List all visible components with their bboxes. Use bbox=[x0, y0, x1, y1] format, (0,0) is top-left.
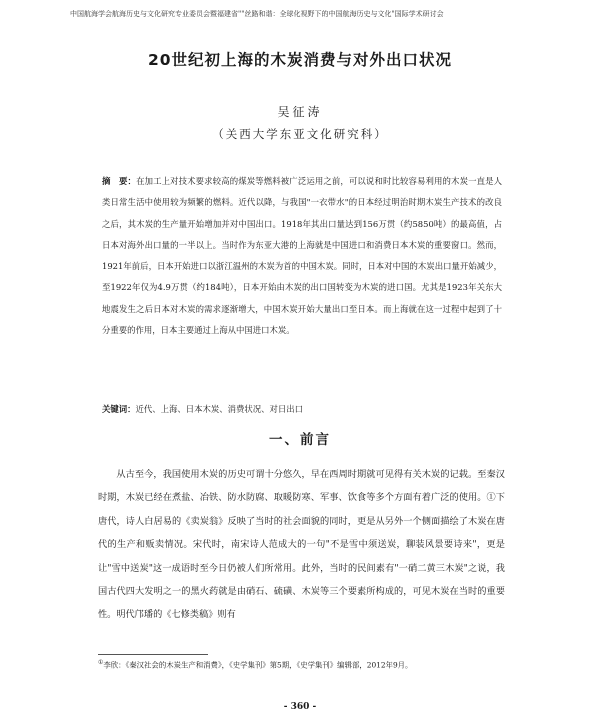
footnote-marker: ① bbox=[98, 659, 104, 666]
paper-title: 20世纪初上海的木炭消费与对外出口状况 bbox=[147, 51, 453, 69]
footnote bbox=[98, 658, 508, 670]
page-number: - 360 - bbox=[283, 702, 317, 712]
footnote-text: 李欣：《秦汉社会的木炭生产和消费》，《史学集刊》第5期，《史学集刊》编辑部，2012年9月。 bbox=[103, 660, 413, 670]
abstract-text: 在加工上对技术要求较高的煤炭等燃料被广泛运用之前，可以说和时比较容易利用的木炭一直是人类日常生活中使用较为频繁的燃料。近代以降，与我国"一衣带水"的日本经过明治时期木炭生产技术的改良之后，其木炭的生产量开始增加并对中国出口。1918年其出口量达到156万贯（约5850吨）的最高值，占日本对海外出口量的一半以上。当时作为东亚大港的上海就是中国进口和消费日本木炭的重要窗口。然而，1921年前后，日本开始进口以浙江温州的木炭为首的中国木炭。同时，日本对中国的木炭出口量开始减少，至1922年仅为4.9万贯（约184吨），日本开始由木炭的出口国转变为木炭的进口国。尤其是1923年关东大地震发生之后日本对木炭的需求逐渐增大，中国木炭开始大量出口至日本。而上海就在这一过程中起到了十分重要的作用，日本主要通过上海从中国进口木炭。 bbox=[102, 176, 503, 336]
keywords-label: 关键词： bbox=[102, 404, 136, 414]
section-heading: 一、前言 bbox=[269, 432, 331, 448]
keywords-text: 近代、上海、日本木炭、消费状况、对日出口 bbox=[135, 404, 303, 414]
author-affiliation: （关西大学东亚文化研究科） bbox=[212, 127, 388, 141]
running-head: 中国航海学会航海历史与文化研究专业委员会暨福建省""丝路和谐：全球化视野下的中国航海历史与文化"国际学术研讨会 bbox=[70, 10, 444, 18]
author-name: 吴征涛 bbox=[277, 105, 323, 119]
keywords bbox=[102, 399, 502, 420]
body-paragraph: 从古至今，我国使用木炭的历史可谓十分悠久，早在西周时期就可见得有关木炭的记载。至秦汉时期，木炭已经在煮盐、冶铁、防水防腐、取暖防寒、军事、饮食等多个方面有着广泛的使用。①下唐代，诗人白居易的《卖炭翁》反映了当时的社会面貌的同时，更是从另外一个侧面描绘了木炭在唐代的生产和贩卖情况。宋代时，南宋诗人范成大的一句"不是雪中须送炭，聊装风景要诗来"，更是让"雪中送炭"这一成语时至今日仍被人们所常用。此外，当时的民间素有"一硝二黄三木炭"之说，我国古代四大发明之一的黑火药就是由硝石、硫磺、木炭等三个要素所构成的，可见木炭在当时的重要性。明代邝璠的《七修类稿》则有 bbox=[98, 469, 505, 621]
footnote-divider bbox=[98, 654, 208, 655]
abstract-label: 摘 要： bbox=[102, 176, 137, 186]
abstract bbox=[102, 171, 502, 341]
